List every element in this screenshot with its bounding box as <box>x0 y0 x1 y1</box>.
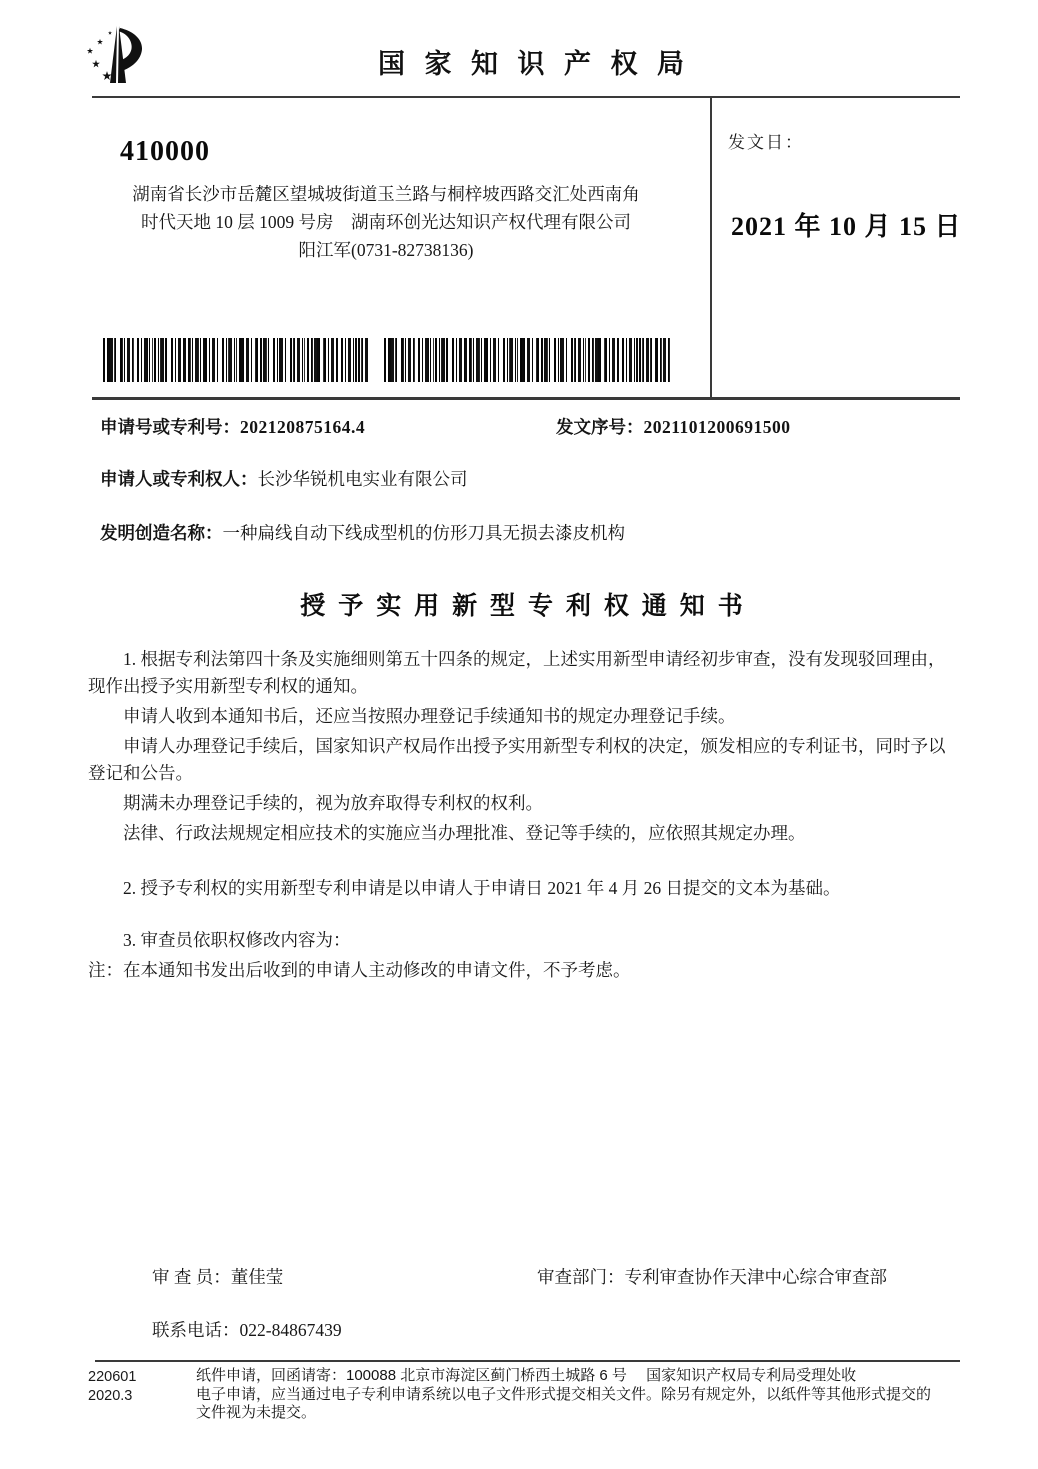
application-number-label: 申请号或专利号： <box>100 417 240 437</box>
date-box-left-border <box>710 96 712 399</box>
notice-paragraph-2: 申请人收到本通知书后，还应当按照办理登记手续通知书的规定办理登记手续。 <box>123 706 736 726</box>
recipient-contact-line: 阳江军(0731-82738136) <box>298 240 474 260</box>
notice-body <box>88 646 952 987</box>
issue-date-value: 2021 年 10 月 15 日 <box>731 212 962 241</box>
notice-paragraph-1: 1. 根据专利法第四十条及实施细则第五十四条的规定，上述实用新型申请经初步审查，没有发现驳回理由，现作出授予实用新型专利权的通知。 <box>88 649 946 696</box>
recipient-address-block <box>98 180 674 264</box>
department-field <box>537 1264 887 1289</box>
examiner-name: 董佳莹 <box>230 1267 284 1287</box>
invention-title-value: 一种扁线自动下线成型机的仿形刀具无损去漆皮机构 <box>222 523 625 543</box>
footer-instruction-line2: 电子申请，应当通过电子专利申请系统以电子文件形式提交相关文件。除另有规定外，以纸件等其他形式提交的 <box>196 1385 932 1403</box>
issue-date-label: 发文日： <box>728 133 804 152</box>
header-divider-line <box>92 96 960 98</box>
contact-phone-label: 联系电话： <box>152 1320 240 1340</box>
notice-paragraph-7: 3. 审查员依职权修改内容为： <box>123 930 351 950</box>
footer-form-code: 220601 <box>88 1369 137 1385</box>
application-number-field <box>100 414 365 439</box>
examiner-field <box>152 1264 283 1289</box>
serial-number-value: 2021101200691500 <box>643 417 791 437</box>
department-label: 审查部门： <box>537 1267 625 1287</box>
footer-instruction-line1: 纸件申请，回函请寄：100088 北京市海淀区蓟门桥西土城路 6 号 国家知识产权局专利局受理处收 <box>196 1367 857 1384</box>
applicant-field <box>100 466 468 491</box>
department-name: 专利审查协作天津中心综合审查部 <box>624 1267 887 1287</box>
recipient-address-line2: 时代天地 10 层 1009 号房 湖南环创光达知识产权代理有限公司 <box>141 212 631 232</box>
applicant-value: 长沙华锐机电实业有限公司 <box>257 469 468 489</box>
footer-instruction-line3: 文件视为未提交。 <box>196 1404 317 1422</box>
barcode-right <box>384 338 670 382</box>
barcode-left <box>103 338 369 382</box>
table-top-divider-line <box>92 397 960 400</box>
postal-code: 410000 <box>120 136 210 167</box>
notice-paragraph-5: 法律、行政法规规定相应技术的实施应当办理批准、登记等手续的，应依照其规定办理。 <box>123 823 806 843</box>
recipient-address-line1: 湖南省长沙市岳麓区望城坡街道玉兰路与桐梓坡西路交汇处西南角 <box>132 184 640 204</box>
footer-instructions <box>196 1367 964 1423</box>
notice-title: 授 予 实 用 新 型 专 利 权 通 知 书 <box>300 592 746 620</box>
footer-form-codes <box>88 1368 136 1406</box>
notice-paragraph-6: 2. 授予专利权的实用新型专利申请是以申请人于申请日 2021 年 4 月 26 日提交的文本为基础。 <box>123 878 841 898</box>
notice-paragraph-3: 申请人办理登记手续后，国家知识产权局作出授予实用新型专利权的决定，颁发相应的专利证书，同时予以登记和公告。 <box>88 736 946 783</box>
serial-number-field <box>556 414 791 439</box>
applicant-label: 申请人或专利权人： <box>100 469 258 489</box>
footer-divider-line <box>95 1360 960 1362</box>
agency-title: 国 家 知 识 产 权 局 <box>377 49 690 79</box>
notice-paragraph-4: 期满未办理登记手续的，视为放弃取得专利权的权利。 <box>123 793 543 813</box>
application-number-value: 202120875164.4 <box>240 417 366 437</box>
contact-phone-number: 022-84867439 <box>239 1320 342 1340</box>
footer-form-version: 2020.3 <box>88 1388 133 1404</box>
contact-phone-field <box>152 1317 342 1342</box>
invention-title-field <box>100 520 625 545</box>
serial-number-label: 发文序号： <box>556 417 644 437</box>
invention-title-label: 发明创造名称： <box>100 523 223 543</box>
examiner-label: 审 查 员： <box>152 1267 231 1287</box>
notice-paragraph-8: 注：在本通知书发出后收到的申请人主动修改的申请文件，不予考虑。 <box>88 960 631 980</box>
